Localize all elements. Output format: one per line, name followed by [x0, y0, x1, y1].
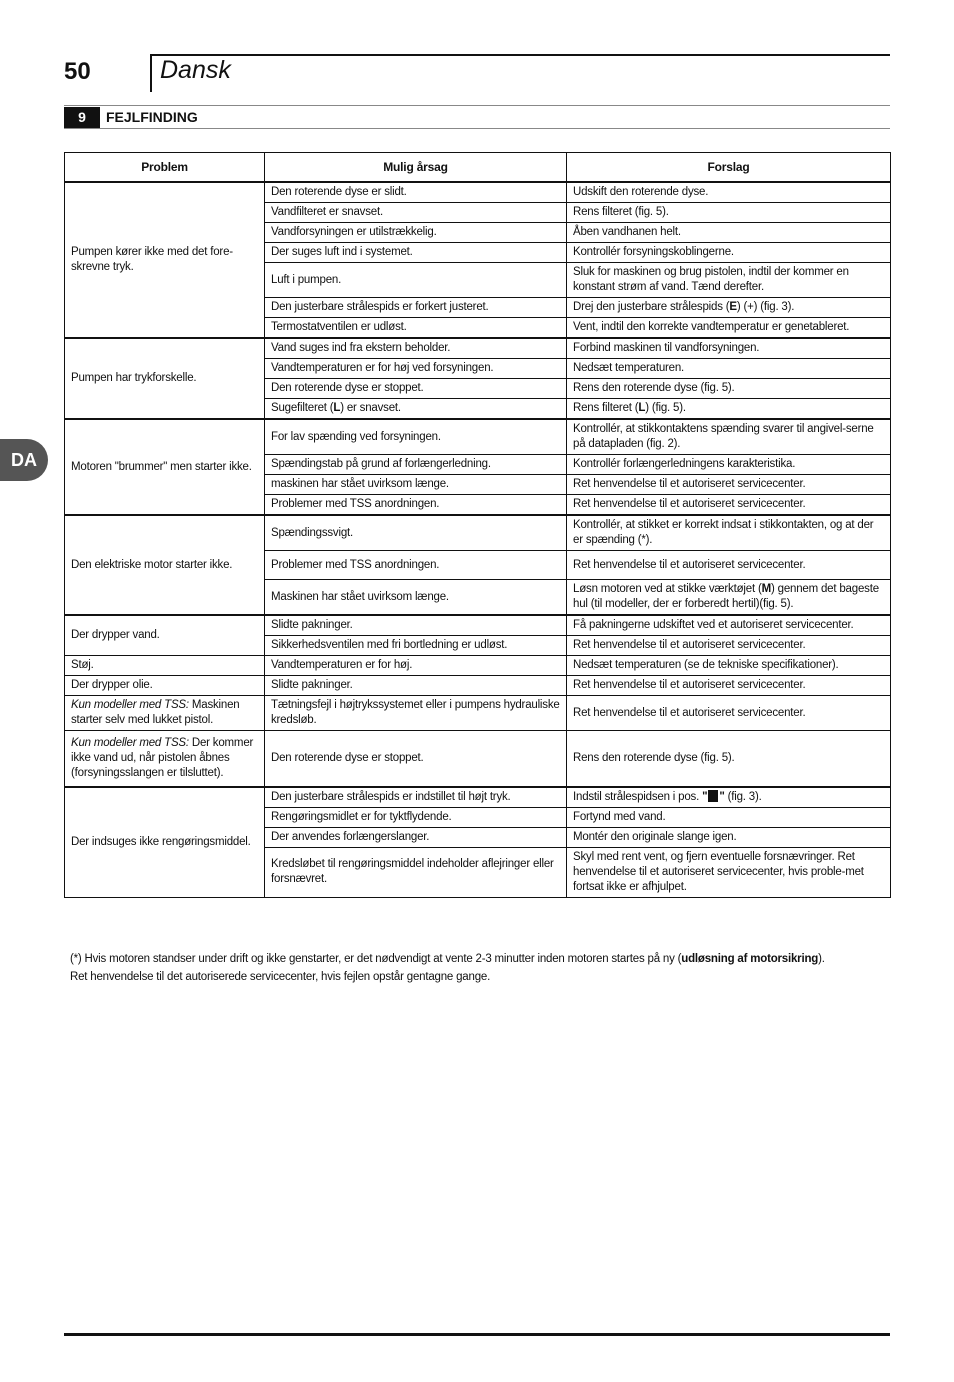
cause-cell: Problemer med TSS anordningen.	[265, 495, 567, 516]
minus-pressure-icon	[708, 790, 718, 802]
text-span: Drej den justerbare strålespids (	[573, 301, 730, 313]
cause-cell: Termostatventilen er udløst.	[265, 318, 567, 339]
cause-cell: For lav spænding ved forsyningen.	[265, 419, 567, 455]
text-span: Sugefilteret (	[271, 402, 334, 414]
cause-cell: Luft i pumpen.	[265, 263, 567, 298]
suggestion-cell: Åben vandhanen helt.	[567, 223, 891, 243]
part-letter: E	[729, 301, 737, 313]
header-divider	[150, 56, 152, 92]
cause-cell: Maskinen har stået uvirksom længe.	[265, 580, 567, 616]
problem-cell: Den elektriske motor starter ikke.	[65, 515, 265, 615]
problem-cell	[65, 731, 265, 787]
text-span: Maskinen starter selv med lukket pistol.	[71, 699, 240, 726]
suggestion-cell: Nedsæt temperaturen (se de tekniske specifikationer).	[567, 656, 891, 676]
table-row	[65, 676, 891, 696]
footnote	[70, 950, 890, 986]
suggestion-cell	[567, 298, 891, 318]
suggestion-cell: Kontrollér forlængerledningens karakteristika.	[567, 455, 891, 475]
cause-cell: Kredsløbet til rengøringsmiddel indeholder aflejringer eller forsnævret.	[265, 847, 567, 897]
cause-cell: Rengøringsmidlet er for tyktflydende.	[265, 807, 567, 827]
suggestion-cell	[567, 787, 891, 808]
cause-cell: Vandtemperaturen er for høj.	[265, 656, 567, 676]
suggestion-cell: Fortynd med vand.	[567, 807, 891, 827]
section-rule-top	[64, 105, 890, 106]
header-problem: Problem	[65, 153, 265, 183]
text-span: ) er snavset.	[340, 402, 401, 414]
suggestion-cell: Ret henvendelse til et autoriseret servicecenter.	[567, 475, 891, 495]
cause-cell: Den justerbare strålespids er indstillet til højt tryk.	[265, 787, 567, 808]
table-row	[65, 338, 891, 359]
cause-cell: Den justerbare strålespids er forkert justeret.	[265, 298, 567, 318]
section-title: FEJLFINDING	[106, 109, 198, 125]
part-letter: L	[638, 402, 646, 414]
text-span: Løsn motoren ved at stikke værktøjet (	[573, 583, 762, 595]
cause-cell: Den roterende dyse er stoppet.	[265, 731, 567, 787]
model-note: Kun modeller med TSS:	[71, 736, 189, 749]
cause-cell: Slidte pakninger.	[265, 676, 567, 696]
section-rule-bottom	[64, 128, 890, 129]
cause-cell: Tætningsfejl i højtrykssystemet eller i pumpens hydrauliske kredsløb.	[265, 696, 567, 731]
suggestion-cell: Nedsæt temperaturen.	[567, 359, 891, 379]
cause-cell	[265, 399, 567, 420]
text-span: Indstil strålespidsen i pos.	[573, 790, 703, 803]
suggestion-cell: Montér den originale slange igen.	[567, 827, 891, 847]
text-span: ) (+) (fig. 3).	[736, 301, 795, 313]
table-row	[65, 787, 891, 808]
cause-cell: Sikkerhedsventilen med fri bortledning er udløst.	[265, 636, 567, 656]
suggestion-cell: Rens den roterende dyse (fig. 5).	[567, 731, 891, 787]
problem-cell	[65, 696, 265, 731]
section-number: 9	[64, 107, 100, 128]
suggestion-cell: Ret henvendelse til et autoriseret servicecenter.	[567, 676, 891, 696]
cause-cell: Problemer med TSS anordningen.	[265, 551, 567, 580]
footer-rule	[64, 1333, 890, 1336]
language-side-tab: DA	[0, 439, 48, 481]
cause-cell: Den roterende dyse er stoppet.	[265, 379, 567, 399]
troubleshooting-table	[64, 152, 891, 898]
problem-cell: Pumpen har trykforskelle.	[65, 338, 265, 419]
suggestion-cell: Kontrollér, at stikkontaktens spænding svarer til angivel-serne på datapladen (fig. 2).	[567, 419, 891, 455]
cause-cell: Der anvendes forlængerslanger.	[265, 827, 567, 847]
footnote-text: (*) Hvis motoren standser under drift og ikke genstarter, er det nødvendigt at vente 2-3 minutter inden motoren startes på ny (	[70, 953, 682, 965]
part-letter: L	[333, 402, 341, 414]
suggestion-cell: Vent, indtil den korrekte vandtemperatur er genetableret.	[567, 318, 891, 339]
suggestion-cell: Kontrollér forsyningskoblingerne.	[567, 243, 891, 263]
problem-cell: Der drypper vand.	[65, 615, 265, 656]
suggestion-cell	[567, 580, 891, 616]
suggestion-cell: Kontrollér, at stikket er korrekt indsat i stikkontakten, og at der er spænding (*).	[567, 515, 891, 551]
suggestion-cell: Rens den roterende dyse (fig. 5).	[567, 379, 891, 399]
table-header-row	[65, 153, 891, 183]
suggestion-cell	[567, 399, 891, 420]
text-span: ) gennem det bageste hul (til modeller, der er forberedt hertil)(fig. 5).	[573, 583, 879, 610]
table-row	[65, 182, 891, 203]
cause-cell: Vand suges ind fra ekstern beholder.	[265, 338, 567, 359]
table-row	[65, 696, 891, 731]
suggestion-cell: Ret henvendelse til et autoriseret servicecenter.	[567, 551, 891, 580]
table-row	[65, 656, 891, 676]
suggestion-cell: Udskift den roterende dyse.	[567, 182, 891, 203]
language-title: Dansk	[160, 56, 231, 84]
quote-mark: "	[702, 790, 708, 803]
problem-cell: Støj.	[65, 656, 265, 676]
header-suggestion: Forslag	[567, 153, 891, 183]
cause-cell: Vandfilteret er snavset.	[265, 203, 567, 223]
cause-cell: Spændingstab på grund af forlængerledning.	[265, 455, 567, 475]
table-row	[65, 731, 891, 787]
problem-cell: Der indsuges ikke rengøringsmiddel.	[65, 787, 265, 898]
suggestion-cell: Sluk for maskinen og brug pistolen, indtil der kommer en konstant strøm af vand. Tænd derefter.	[567, 263, 891, 298]
header-rule	[150, 54, 890, 56]
cause-cell: maskinen har stået uvirksom længe.	[265, 475, 567, 495]
suggestion-cell: Rens filteret (fig. 5).	[567, 203, 891, 223]
text-span: ) (fig. 5).	[645, 402, 686, 414]
suggestion-cell: Ret henvendelse til et autoriseret servicecenter.	[567, 636, 891, 656]
text-span: (fig. 3).	[724, 790, 762, 803]
table-row	[65, 615, 891, 636]
cause-cell: Slidte pakninger.	[265, 615, 567, 636]
page-number: 50	[64, 58, 91, 85]
cause-cell: Vandtemperaturen er for høj ved forsyningen.	[265, 359, 567, 379]
cause-cell: Vandforsyningen er utilstrækkelig.	[265, 223, 567, 243]
model-note: Kun modeller med TSS:	[71, 699, 189, 711]
table-row	[65, 419, 891, 455]
problem-cell: Motoren "brummer" men starter ikke.	[65, 419, 265, 515]
cause-cell: Den roterende dyse er slidt.	[265, 182, 567, 203]
cause-cell: Der suges luft ind i systemet.	[265, 243, 567, 263]
table-row	[65, 515, 891, 551]
suggestion-cell: Ret henvendelse til et autoriseret servicecenter.	[567, 696, 891, 731]
problem-cell: Der drypper olie.	[65, 676, 265, 696]
text-span: Der kommer ikke vand ud, når pistolen åbnes (forsyningsslangen er tilsluttet).	[71, 736, 254, 779]
footnote-bold: udløsning af motorsikring	[681, 953, 819, 965]
quote-mark: "	[719, 790, 725, 803]
footnote-text: ).	[818, 953, 825, 965]
suggestion-cell: Få pakningerne udskiftet ved et autoriseret servicecenter.	[567, 615, 891, 636]
header-cause: Mulig årsag	[265, 153, 567, 183]
problem-cell: Pumpen kører ikke med det fore-skrevne tryk.	[65, 182, 265, 338]
suggestion-cell: Forbind maskinen til vandforsyningen.	[567, 338, 891, 359]
part-letter: M	[761, 583, 771, 595]
cause-cell: Spændingssvigt.	[265, 515, 567, 551]
suggestion-cell: Skyl med rent vent, og fjern eventuelle forsnævringer. Ret henvendelse til et autoriseret servicecenter, hvis proble-met fortsat ikke er afhjulpet.	[567, 847, 891, 897]
text-span: Rens filteret (	[573, 402, 639, 414]
suggestion-cell: Ret henvendelse til et autoriseret servicecenter.	[567, 495, 891, 516]
footnote-text: Ret henvendelse til det autoriserede servicecenter, hvis fejlen opstår gentagne gange.	[70, 971, 491, 983]
